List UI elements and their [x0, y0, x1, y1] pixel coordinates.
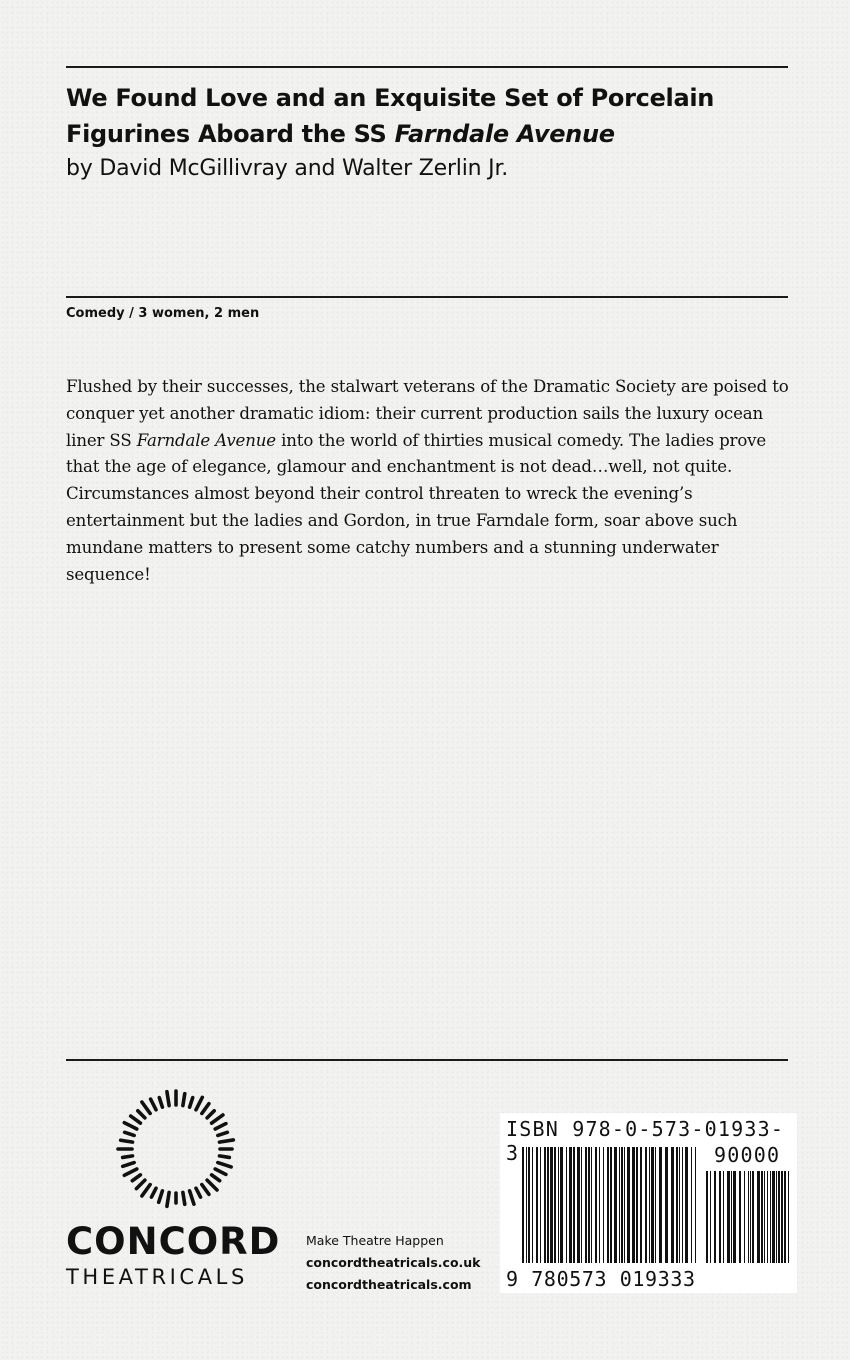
barcode-bar — [739, 1171, 741, 1263]
book-title-ship-name: Farndale Avenue — [394, 120, 615, 148]
logo-ring-dash — [136, 1180, 144, 1188]
barcode-bar — [784, 1171, 786, 1263]
middle-rule — [66, 296, 788, 298]
logo-ring-dash — [151, 1099, 156, 1110]
barcode-bar — [591, 1147, 592, 1263]
barcode-bar — [607, 1147, 609, 1263]
barcode-bar — [781, 1171, 783, 1263]
barcode-bar — [761, 1171, 763, 1263]
barcode-bar — [659, 1147, 662, 1263]
isbn-label: ISBN 978-0-573-01933-3 — [506, 1117, 785, 1165]
barcode-bar — [649, 1147, 650, 1263]
logo-ring-dash — [132, 1175, 140, 1181]
barcode-bar — [560, 1147, 563, 1263]
logo-ring-dash — [121, 1140, 133, 1142]
barcode-bar — [788, 1171, 789, 1263]
barcode-bar — [585, 1147, 587, 1263]
logo-ring-dash — [159, 1191, 163, 1202]
barcode-bar — [764, 1171, 765, 1263]
barcode-bar — [671, 1147, 674, 1263]
barcode-bar — [757, 1171, 760, 1263]
barcode-bar — [719, 1171, 721, 1263]
barcode-bar — [624, 1147, 625, 1263]
barcode-bar — [627, 1147, 630, 1263]
barcode-bar — [723, 1171, 724, 1263]
barcode-bar — [566, 1147, 567, 1263]
barcode-bar — [655, 1147, 656, 1263]
barcode-bar — [522, 1147, 524, 1263]
logo-ring-dash — [183, 1094, 185, 1106]
book-title-line-1: We Found Love and an Exquisite Set of Porcelain — [66, 84, 715, 112]
logo-ring-dash — [215, 1124, 226, 1129]
barcode-bar — [682, 1147, 683, 1263]
barcode-bar — [706, 1171, 708, 1263]
barcode-bar — [599, 1147, 600, 1263]
top-rule — [66, 66, 788, 68]
logo-ring-dash — [142, 1102, 150, 1113]
barcode-icon — [500, 1113, 797, 1293]
book-title-line-2 — [66, 116, 788, 152]
title-block — [66, 80, 788, 185]
barcode-bar — [665, 1147, 668, 1263]
barcode-bar — [695, 1147, 696, 1263]
logo-ring-dash — [151, 1188, 156, 1197]
publisher-name: CONCORD — [66, 1220, 281, 1263]
barcode-bar — [536, 1147, 538, 1263]
barcode-bar — [577, 1147, 580, 1263]
website-com-link[interactable]: concordtheatricals.com — [306, 1277, 472, 1292]
logo-ring-dash — [219, 1140, 233, 1142]
logo-ring-dash — [124, 1123, 136, 1129]
blurb-part-1: Flushed by their successes, the stalwart veterans of the Dramatic Society are poised to conquer yet another dramatic idiom: their current production sails the luxury ocean liner SS — [66, 377, 789, 450]
logo-ring-dash — [159, 1098, 162, 1108]
logo-ring-dash — [123, 1156, 133, 1158]
logo-ring-dash — [207, 1111, 214, 1118]
logo-ring-dash — [123, 1163, 134, 1167]
barcode-bar — [733, 1171, 736, 1263]
concord-logo — [66, 1084, 292, 1290]
barcode-bar — [595, 1147, 597, 1263]
logo-ring-dash — [218, 1163, 231, 1167]
website-uk-link[interactable]: concordtheatricals.co.uk — [306, 1255, 481, 1270]
barcode-bar — [651, 1147, 654, 1263]
barcode-bar — [621, 1147, 623, 1263]
publisher-subname: THEATRICALS — [66, 1265, 248, 1289]
logo-ring-dash — [190, 1098, 193, 1108]
barcode-bar — [776, 1171, 777, 1263]
barcode-bar — [610, 1147, 612, 1263]
barcode-bar — [581, 1147, 582, 1263]
barcode-bar — [550, 1147, 553, 1263]
publisher-contact — [306, 1230, 481, 1296]
blurb-paragraph — [66, 374, 796, 588]
barcode-bar — [619, 1147, 620, 1263]
logo-ring-dash — [202, 1104, 209, 1114]
isbn-barcode — [500, 1113, 797, 1293]
ean-digits: 9 780573 019333 — [506, 1267, 696, 1291]
barcode-bar — [636, 1147, 638, 1263]
logo-ring-dash — [196, 1188, 201, 1197]
barcode-bar — [685, 1147, 688, 1263]
barcode-bar — [710, 1171, 711, 1263]
logo-ring-dash — [202, 1185, 209, 1195]
blurb-ship-name: Farndale Avenue — [136, 430, 276, 450]
logo-ring-dash — [219, 1156, 229, 1158]
barcode-bar — [645, 1147, 647, 1263]
concord-ring-icon — [111, 1084, 241, 1214]
barcode-bar — [714, 1171, 716, 1263]
barcode-bar — [676, 1147, 678, 1263]
barcode-bar — [772, 1171, 775, 1263]
logo-ring-dash — [142, 1185, 150, 1196]
barcode-bar — [750, 1171, 751, 1263]
barcode-bar — [573, 1147, 575, 1263]
barcode-bar — [554, 1147, 556, 1263]
barcode-bar — [727, 1171, 730, 1263]
barcode-bar — [588, 1147, 590, 1263]
barcode-bar — [767, 1171, 768, 1263]
logo-ring-dash — [131, 1116, 141, 1123]
barcode-bar — [614, 1147, 617, 1263]
barcode-bar — [748, 1171, 749, 1263]
logo-ring-dash — [124, 1169, 136, 1175]
logo-ring-dash — [218, 1132, 228, 1135]
logo-ring-dash — [167, 1092, 169, 1106]
barcode-bar — [569, 1147, 572, 1263]
publisher-tagline: Make Theatre Happen — [306, 1233, 444, 1248]
barcode-bar — [544, 1147, 546, 1263]
logo-ring-dash — [190, 1191, 194, 1204]
barcode-bar — [770, 1171, 771, 1263]
barcode-bar — [532, 1147, 533, 1263]
barcode-bar — [558, 1147, 559, 1263]
barcode-bar — [691, 1147, 692, 1263]
barcode-bar — [752, 1171, 754, 1263]
logo-ring-dash — [212, 1175, 220, 1181]
logo-ring-dash — [215, 1169, 226, 1174]
genre-cast-line: Comedy / 3 women, 2 men — [66, 306, 260, 321]
logo-ring-dash — [196, 1097, 202, 1109]
barcode-bar — [547, 1147, 549, 1263]
logo-ring-dash — [125, 1132, 135, 1135]
logo-ring-dash — [183, 1192, 185, 1204]
logo-ring-dash — [212, 1115, 223, 1123]
logo-ring-dash — [138, 1111, 145, 1118]
barcode-bar — [540, 1147, 541, 1263]
barcode-bar — [603, 1147, 604, 1263]
logo-ring-dash — [207, 1180, 217, 1190]
book-title-line-2-prefix: Figurines Aboard the SS — [66, 120, 395, 148]
barcode-bar — [528, 1147, 530, 1263]
barcode-bar — [679, 1147, 680, 1263]
barcode-bar — [640, 1147, 642, 1263]
logo-ring-dash — [167, 1192, 169, 1206]
barcode-bar — [632, 1147, 635, 1263]
price-code: 90000 — [714, 1143, 781, 1167]
barcode-bar — [778, 1171, 780, 1263]
blurb-part-2: into the world of thirties musical comedy. The ladies prove that the age of elegance, glamour and enchantment is not dead…well, not quite. Circumstances almost beyond their control threaten to wreck the evening’s entertainment but the ladies and Gordon, in true Farndale form, soar above such mundane matters to present some catchy numbers and a stunning underwater sequence! — [66, 430, 767, 584]
barcode-bar — [744, 1171, 745, 1263]
barcode-bar — [731, 1171, 732, 1263]
barcode-bar — [526, 1147, 527, 1263]
bottom-rule — [66, 1059, 788, 1061]
author-byline: by David McGillivray and Walter Zerlin Jr. — [66, 156, 509, 181]
